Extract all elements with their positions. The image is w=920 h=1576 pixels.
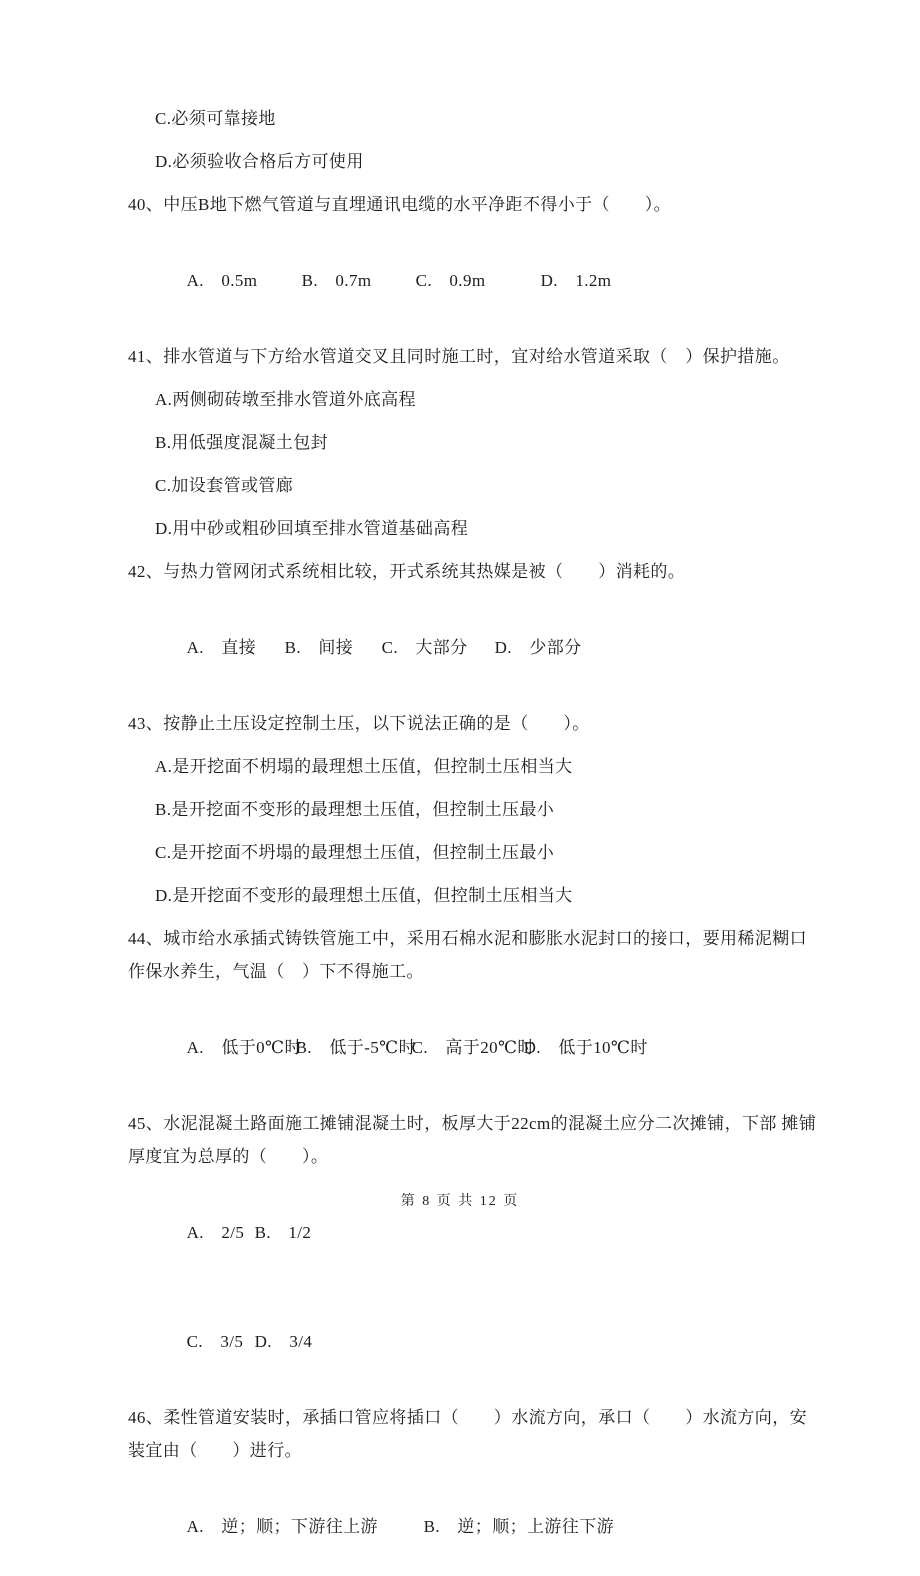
q42-option-b: B. 间接 — [284, 638, 354, 657]
q46-option-a: A. 逆；顺；下游往上游 — [186, 1517, 378, 1536]
q41-option-a: A.两侧砌砖墩至排水管道外底高程 — [155, 390, 416, 409]
q39-option-d: D.必须验收合格后方可使用 — [155, 152, 364, 171]
q42-stem: 42、与热力管网闭式系统相比较，开式系统其热媒是被（ ）消耗的。 — [128, 562, 686, 581]
q45-option-c: C. 3/5 — [186, 1332, 244, 1351]
q42-option-a: A. 直接 — [186, 638, 257, 657]
q40-stem: 40、中压B地下燃气管道与直埋通讯电缆的水平净距不得小于（ ）。 — [128, 195, 672, 214]
q44-option-c: C. 高于20℃时 — [411, 1038, 535, 1057]
q43-option-a: A.是开挖面不枂塌的最理想土压值，但控制土压相当大 — [155, 757, 573, 776]
q42-options-row — [128, 598, 840, 697]
q44-stem-line1: 44、城市给水承插式铸铁管施工中，采用石棉水泥和膨胀水泥封口的接口，要用稀泥糊口 — [128, 929, 807, 948]
q40-option-b: B. 0.7m — [301, 271, 372, 290]
q45-option-b: B. 1/2 — [254, 1223, 312, 1242]
q45-options-row-cd — [128, 1292, 840, 1391]
q40-option-c: C. 0.9m — [415, 271, 486, 290]
q41-option-c: C.加设套管或管廊 — [155, 476, 294, 495]
q45-stem-line2: 厚度宜为总厚的（ ）。 — [128, 1147, 329, 1166]
q43-option-b: B.是开挖面不变形的最理想土压值，但控制土压最小 — [155, 800, 555, 819]
q45-option-a: A. 2/5 — [186, 1223, 245, 1242]
q42-option-d: D. 少部分 — [494, 638, 582, 657]
q46-options-row — [128, 1477, 840, 1576]
q43-option-d: D.是开挖面不变形的最理想土压值，但控制土压相当大 — [155, 886, 573, 905]
q41-stem: 41、排水管道与下方给水管道交叉且同时施工时，宜对给水管道采取（ ）保护措施。 — [128, 347, 790, 366]
q44-option-d: D. 低于10℃时 — [523, 1038, 648, 1057]
q39-option-c: C.必须可靠接地 — [155, 109, 276, 128]
q44-option-a: A. 低于0℃时 — [186, 1038, 302, 1057]
q40-option-a: A. 0.5m — [186, 271, 258, 290]
q41-option-d: D.用中砂或粗砂回填至排水管道基础高程 — [155, 519, 469, 538]
q44-options-row — [128, 998, 840, 1097]
q43-option-c: C.是开挖面不坍塌的最理想土压值，但控制土压最小 — [155, 843, 555, 862]
q45-option-d: D. 3/4 — [254, 1332, 313, 1351]
q46-option-b: B. 逆；顺；上游往下游 — [423, 1517, 614, 1536]
q44-stem-line2: 作保水养生，气温（ ）下不得施工。 — [128, 962, 424, 981]
q42-option-c: C. 大部分 — [381, 638, 468, 657]
q46-stem-line1: 46、柔性管道安装时，承插口管应将插口（ ）水流方向，承口（ ）水流方向，安 — [128, 1408, 807, 1427]
q43-stem: 43、按静止土压设定控制土压，以下说法正确的是（ ）。 — [128, 714, 590, 733]
q40-option-d: D. 1.2m — [540, 271, 612, 290]
q45-stem-line1: 45、水泥混凝土路面施工摊铺混凝土时，板厚大于22cm的混凝土应分二次摊铺，下部 摊铺 — [128, 1114, 817, 1133]
q40-options-row — [128, 231, 840, 330]
q41-option-b: B.用低强度混凝土包封 — [155, 433, 328, 452]
q44-option-b: B. 低于-5℃时 — [295, 1038, 416, 1057]
page-number-footer: 第 8 页 共 12 页 — [400, 1194, 520, 1209]
q46-stem-line2: 装宜由（ ）进行。 — [128, 1441, 302, 1460]
